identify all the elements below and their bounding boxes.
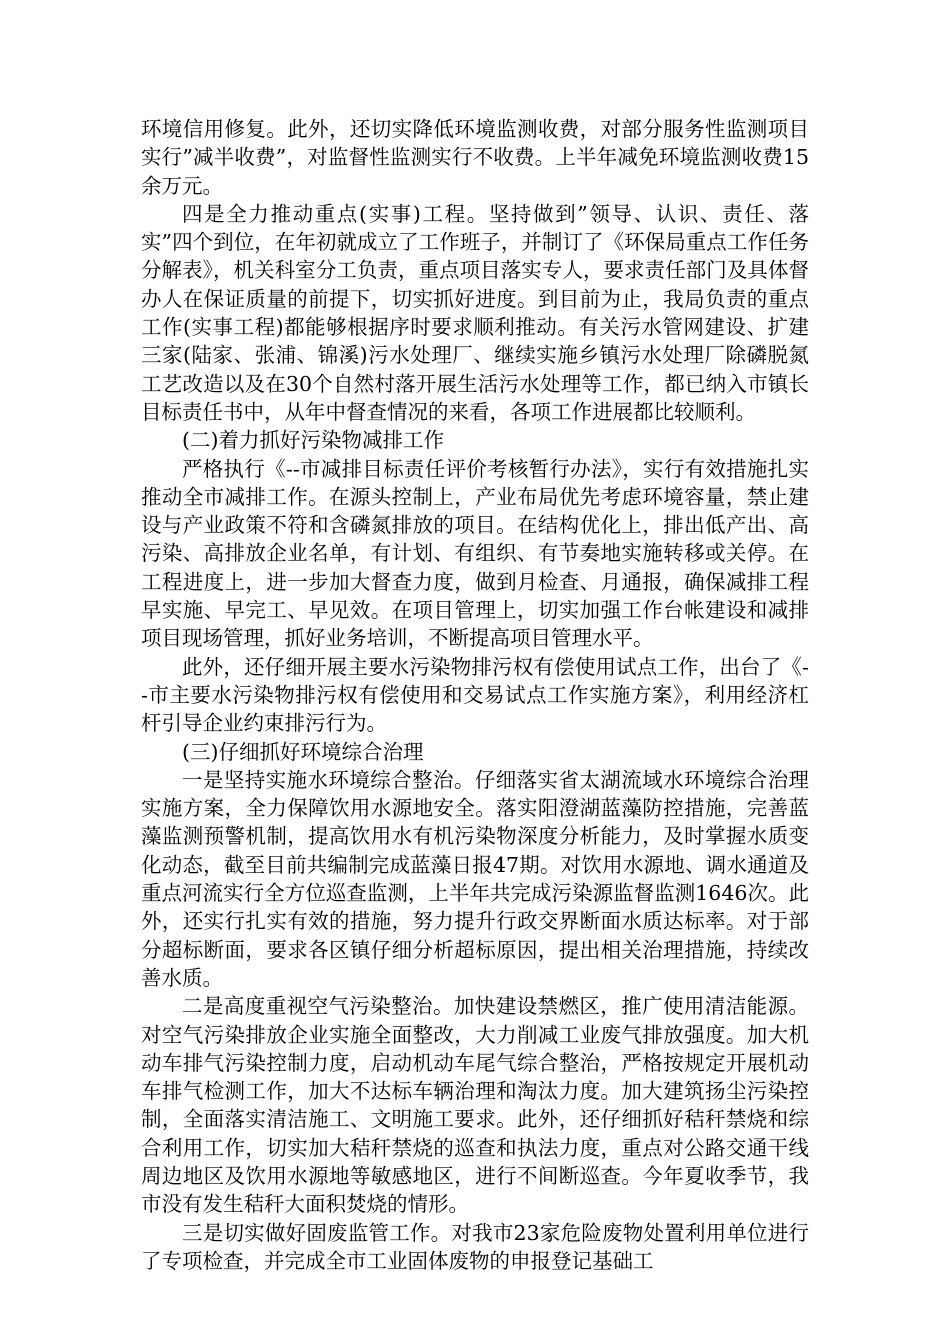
paragraph-water-environment: 一是坚持实施水环境综合整治。仔细落实省太湖流域水环境综合治理实施方案，全力保障饮用水源地安全。落实阳澄湖蓝藻防控措施，完善蓝藻监测预警机制，提高饮用水有机污染物深度分析能力，及时掌握水质变化动态，截至目前共编制完成蓝藻日报47期。对饮用水源地、调水通道及重点河流实行全方位巡查监测，上半年共完成污染源监督监测1646次。此外，还实行扎实有效的措施，努力提升行政交界断面水质达标率。对于部分超标断面，要求各区镇仔细分析超标原因，提出相关治理措施，持续改善水质。	[141, 767, 809, 990]
paragraph-key-projects: 四是全力推动重点(实事)工程。坚持做到”领导、认识、责任、落实”四个到位，在年初就成立了工作班子，并制订了《环保局重点工作任务分解表》，机关科室分工负责，重点项目落实专人，要求责任部门及具体督办人在保证质量的前提下，切实抓好进度。到目前为止，我局负责的重点工作(实事工程)都能够根据序时要求顺利推动。有关污水管网建设、扩建三家(陆家、张浦、锦溪)污水处理厂、继续实施乡镇污水处理厂除磷脱氮工艺改造以及在30个自然村落开展生活污水处理等工作，都已纳入市镇长目标责任书中，从年中督查情况的来看，各项工作进展都比较顺利。	[141, 201, 809, 424]
paragraph-emission-rights: 此外，还仔细开展主要水污染物排污权有偿使用试点工作，出台了《--市主要水污染物排污权有偿使用和交易试点工作实施方案》，利用经济杠杆引导企业约束排污行为。	[141, 654, 809, 736]
section-heading-env-governance: (三)仔细抓好环境综合治理	[182, 739, 424, 764]
paragraph-reduction-measures: 严格执行《--市减排目标责任评价考核暂行办法》，实行有效措施扎实推动全市减排工作。在源头控制上，产业布局优先考虑环境容量，禁止建设与产业政策不符和含磷氮排放的项目。在结构优化上，排出低产出、高污染、高排放企业名单，有计划、有组织、有节奏地实施转移或关停。在工程进度上，进一步加大督查力度，做到月检查、月通报，确保减排工程早实施、早完工、早见效。在项目管理上，切实加强工作台帐建设和减排项目现场管理，抓好业务培训，不断提高项目管理水平。	[141, 456, 809, 651]
paragraph-air-pollution: 二是高度重视空气污染整治。加快建设禁燃区，推广使用清洁能源。对空气污染排放企业实施全面整改，大力削减工业废气排放强度。加大机动车排气污染控制力度，启动机动车尾气综合整治，严格按规定开展机动车排气检测工作，加大不达标车辆治理和淘汰力度。加大建筑扬尘污染控制，全面落实清洁施工、文明施工要求。此外，还仔细抓好秸秆禁烧和综合利用工作，切实加大秸秆禁烧的巡查和执法力度，重点对公路交通干线周边地区及饮用水源地等敏感地区，进行不间断巡查。今年夏收季节，我市没有发生秸秆大面积焚烧的情形。	[141, 994, 809, 1217]
paragraph-solid-waste: 三是切实做好固废监管工作。对我市23家危险废物处置利用单位进行了专项检查，并完成全市工业固体废物的申报登记基础工	[141, 1220, 809, 1273]
section-heading-emission-reduction: (二)着力抓好污染物减排工作	[182, 428, 444, 453]
paragraph-env-credit: 环境信用修复。此外，还切实降低环境监测收费，对部分服务性监测项目实行”减半收费”，对监督性监测实行不收费。上半年减免环境监测收费15余万元。	[141, 117, 809, 198]
document-page	[141, 115, 809, 1275]
